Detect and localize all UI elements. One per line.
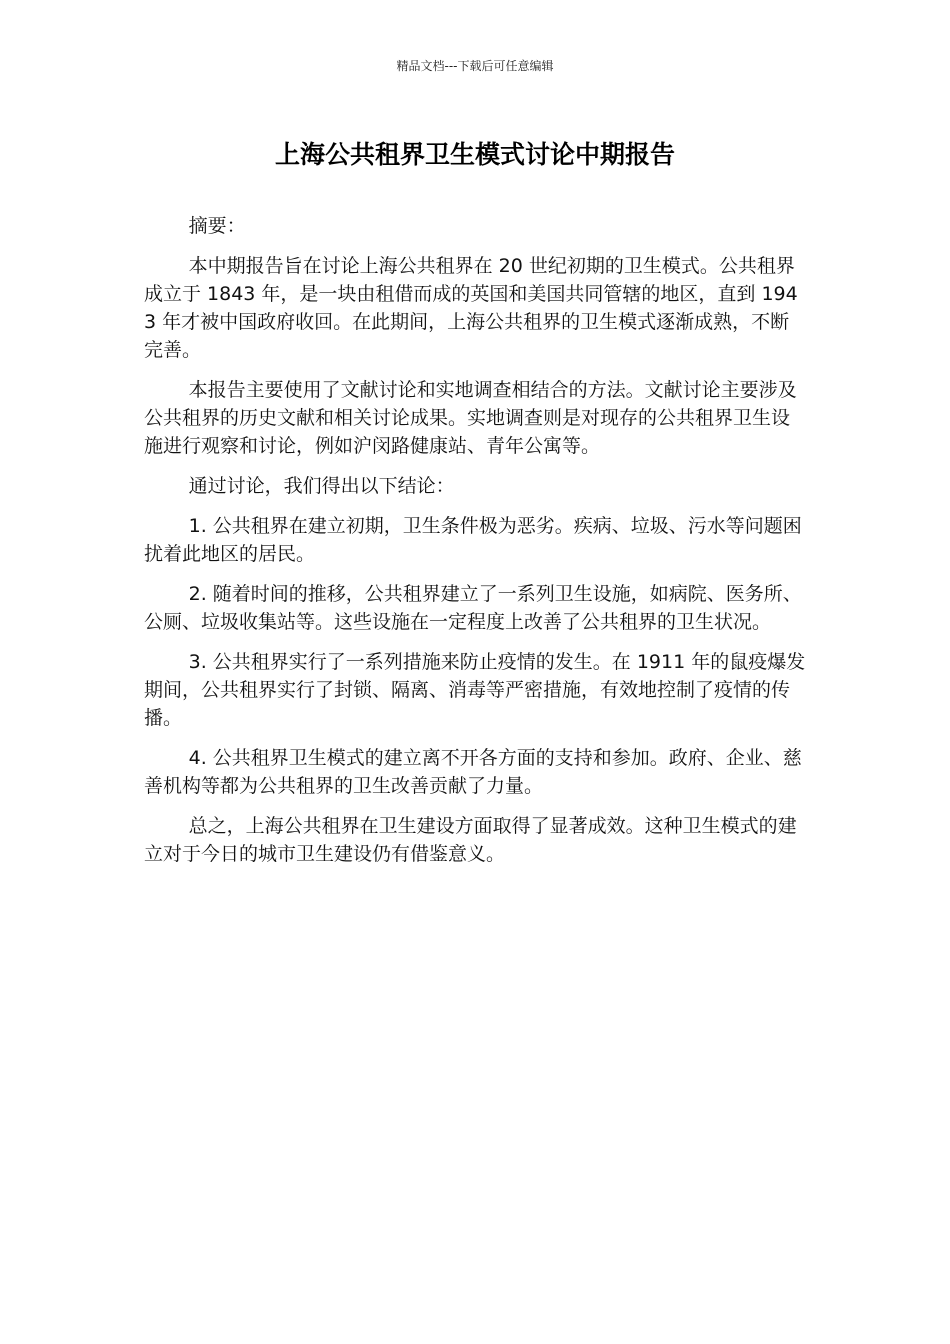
intro-paragraph: 本中期报告旨在讨论上海公共租界在 20 世纪初期的卫生模式。公共租界成立于 1843 年，是一块由租借而成的英国和美国共同管辖的地区，直到 1943 年才被中国政府收回。在此期间，上海公共租界的卫生模式逐渐成熟，不断完善。 <box>144 255 798 361</box>
conclusion-item-3: 3. 公共租界实行了一系列措施来防止疫情的发生。在 1911 年的鼠疫爆发期间，公共租界实行了封锁、隔离、消毒等严密措施，有效地控制了疫情的传播。 <box>144 651 806 729</box>
conclusion-item-4: 4. 公共租界卫生模式的建立离不开各方面的支持和参加。政府、企业、慈善机构等都为公共租界的卫生改善贡献了力量。 <box>144 747 802 797</box>
header-note: 精品文档---下载后可任意编辑 <box>396 59 554 73</box>
document-title: 上海公共租界卫生模式讨论中期报告 <box>274 140 675 169</box>
conclusion-item-2: 2. 随着时间的推移，公共租界建立了一系列卫生设施，如病院、医务所、公厕、垃圾收集站等。这些设施在一定程度上改善了公共租界的卫生状况。 <box>144 583 802 633</box>
method-paragraph: 本报告主要使用了文献讨论和实地调查相结合的方法。文献讨论主要涉及公共租界的历史文献和相关讨论成果。实地调查则是对现存的公共租界卫生设施进行观察和讨论，例如沪闵路健康站、青年公寓等。 <box>144 379 797 457</box>
document-body <box>144 212 806 880</box>
summary-paragraph: 总之，上海公共租界在卫生建设方面取得了显著成效。这种卫生模式的建立对于今日的城市卫生建设仍有借鉴意义。 <box>144 815 797 865</box>
abstract-label: 摘要： <box>188 215 246 237</box>
conclusion-lead: 通过讨论，我们得出以下结论： <box>188 475 455 497</box>
conclusion-item-1: 1. 公共租界在建立初期，卫生条件极为恶劣。疾病、垃圾、污水等问题困扰着此地区的居民。 <box>144 515 802 565</box>
